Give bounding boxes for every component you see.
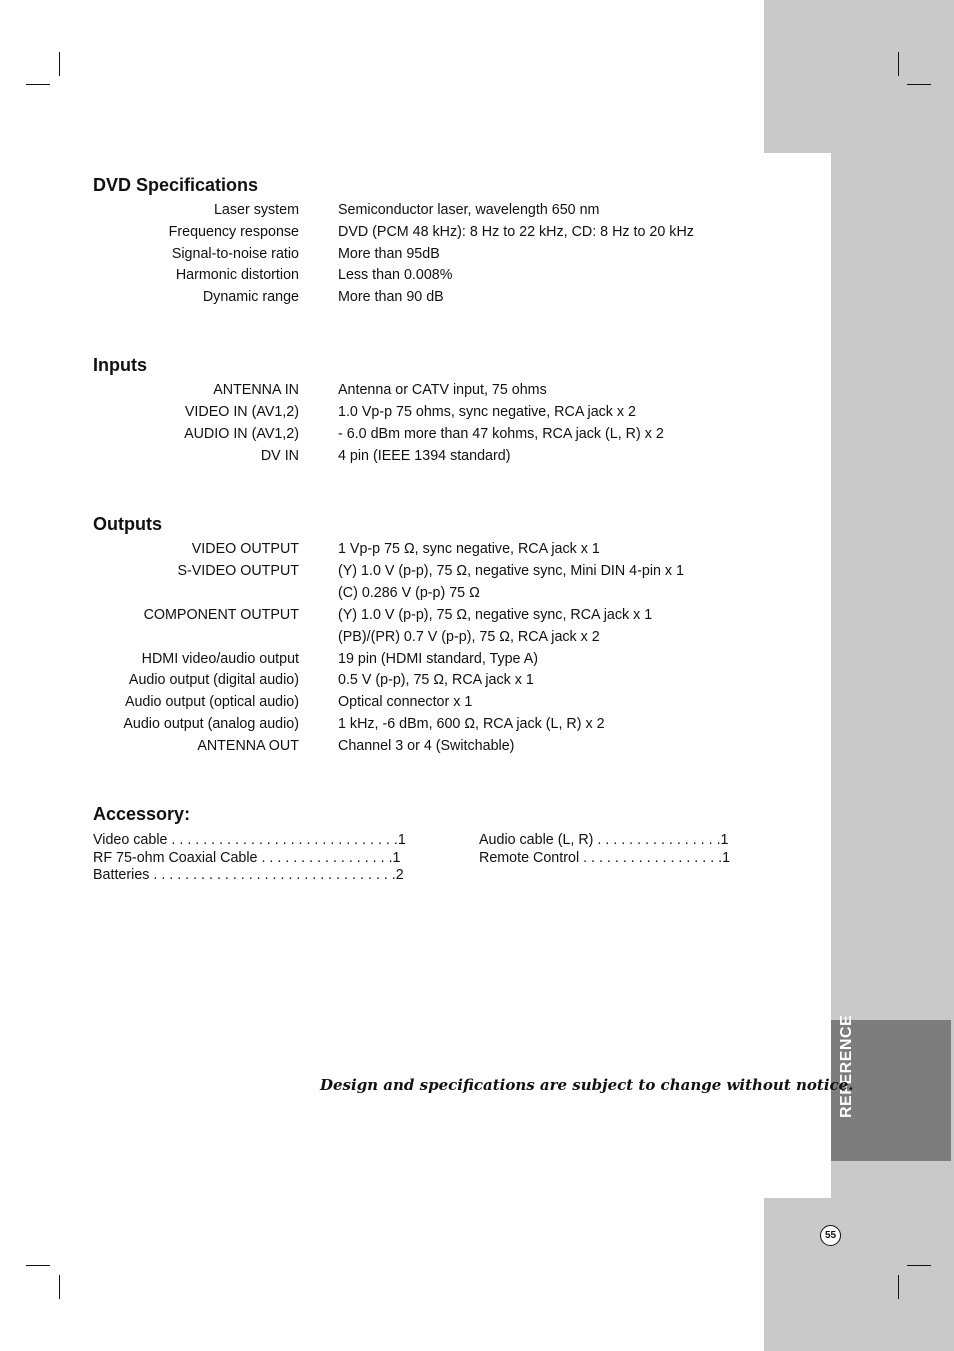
section-title: Accessory: [93, 804, 191, 824]
spec-label: VIDEO IN (AV1,2) [184, 404, 299, 420]
crop-mark [59, 52, 60, 76]
section-title: Inputs [93, 355, 147, 375]
spec-label: ANTENNA OUT [197, 738, 299, 754]
page-number: 55 [820, 1225, 841, 1246]
crop-mark [898, 1275, 899, 1299]
accessory-section [93, 804, 190, 825]
crop-mark [26, 84, 50, 85]
spec-value: More than 90 dB [338, 289, 444, 305]
spec-value: Semiconductor laser, wavelength 650 nm [338, 202, 600, 218]
inputs-section [93, 355, 664, 464]
accessory-item: Remote Control . . . . . . . . . . . . . . . . . .1 [479, 850, 731, 866]
spec-value: 1 Vp-p 75 Ω, sync negative, RCA jack x 1 [338, 541, 600, 557]
crop-mark [59, 1275, 60, 1299]
accessory-item: RF 75-ohm Coaxial Cable . . . . . . . . . . . . . . . . .1 [93, 850, 401, 866]
spec-value: 1.0 Vp-p 75 ohms, sync negative, RCA jack x 2 [338, 404, 637, 420]
side-band-bottom [764, 1198, 954, 1351]
spec-label: Signal-to-noise ratio [171, 246, 299, 262]
spec-value: Antenna or CATV input, 75 ohms [338, 382, 547, 398]
spec-value: - 6.0 dBm more than 47 kohms, RCA jack (L, R) x 2 [338, 426, 664, 442]
spec-value: (C) 0.286 V (p-p) 75 Ω [338, 585, 480, 601]
spec-label: Harmonic distortion [175, 267, 299, 283]
spec-value: Less than 0.008% [338, 267, 453, 283]
spec-label: COMPONENT OUTPUT [143, 607, 299, 623]
spec-label: Audio output (optical audio) [124, 694, 299, 710]
specification-notice: Design and specifications are subject to change without notice. [320, 1076, 854, 1094]
crop-mark [907, 84, 931, 85]
spec-value: 1 kHz, -6 dBm, 600 Ω, RCA jack (L, R) x 2 [338, 716, 605, 732]
side-band-top [764, 0, 954, 153]
crop-mark [907, 1265, 931, 1266]
accessory-item: Video cable . . . . . . . . . . . . . . . . . . . . . . . . . . . . .1 [93, 832, 406, 848]
reference-tab-label: REFERENCE [838, 1014, 855, 1118]
spec-label: Dynamic range [202, 289, 299, 305]
spec-value: 4 pin (IEEE 1394 standard) [338, 448, 511, 464]
spec-label: HDMI video/audio output [141, 651, 299, 667]
spec-value: 0.5 V (p-p), 75 Ω, RCA jack x 1 [338, 672, 534, 688]
spec-label: DV IN [260, 448, 299, 464]
spec-value: Channel 3 or 4 (Switchable) [338, 738, 515, 754]
spec-label: S-VIDEO OUTPUT [177, 563, 299, 579]
accessory-item: Audio cable (L, R) . . . . . . . . . . . . . . . .1 [479, 832, 729, 848]
crop-mark [26, 1265, 50, 1266]
spec-value: Optical connector x 1 [338, 694, 473, 710]
spec-value: 19 pin (HDMI standard, Type A) [338, 651, 538, 667]
spec-label: Audio output (digital audio) [128, 672, 299, 688]
spec-label: Frequency response [168, 224, 299, 240]
spec-value: DVD (PCM 48 kHz): 8 Hz to 22 kHz, CD: 8 Hz to 20 kHz [338, 224, 694, 240]
outputs-section [93, 514, 685, 754]
accessory-item: Batteries . . . . . . . . . . . . . . . . . . . . . . . . . . . . . . .2 [93, 867, 404, 883]
spec-label: VIDEO OUTPUT [191, 541, 299, 557]
spec-value: (Y) 1.0 V (p-p), 75 Ω, negative sync, Mini DIN 4-pin x 1 [338, 563, 685, 579]
spec-label: Audio output (analog audio) [123, 716, 299, 732]
spec-value: More than 95dB [338, 246, 440, 262]
spec-label: ANTENNA IN [213, 382, 299, 398]
section-title: DVD Specifications [93, 175, 259, 195]
dvd-spec-section [93, 175, 694, 305]
spec-label: AUDIO IN (AV1,2) [184, 426, 299, 442]
crop-mark [898, 52, 899, 76]
section-title: Outputs [93, 514, 162, 534]
spec-label: Laser system [213, 202, 299, 218]
spec-value: (Y) 1.0 V (p-p), 75 Ω, negative sync, RCA jack x 1 [338, 607, 653, 623]
spec-value: (PB)/(PR) 0.7 V (p-p), 75 Ω, RCA jack x 2 [338, 629, 600, 645]
